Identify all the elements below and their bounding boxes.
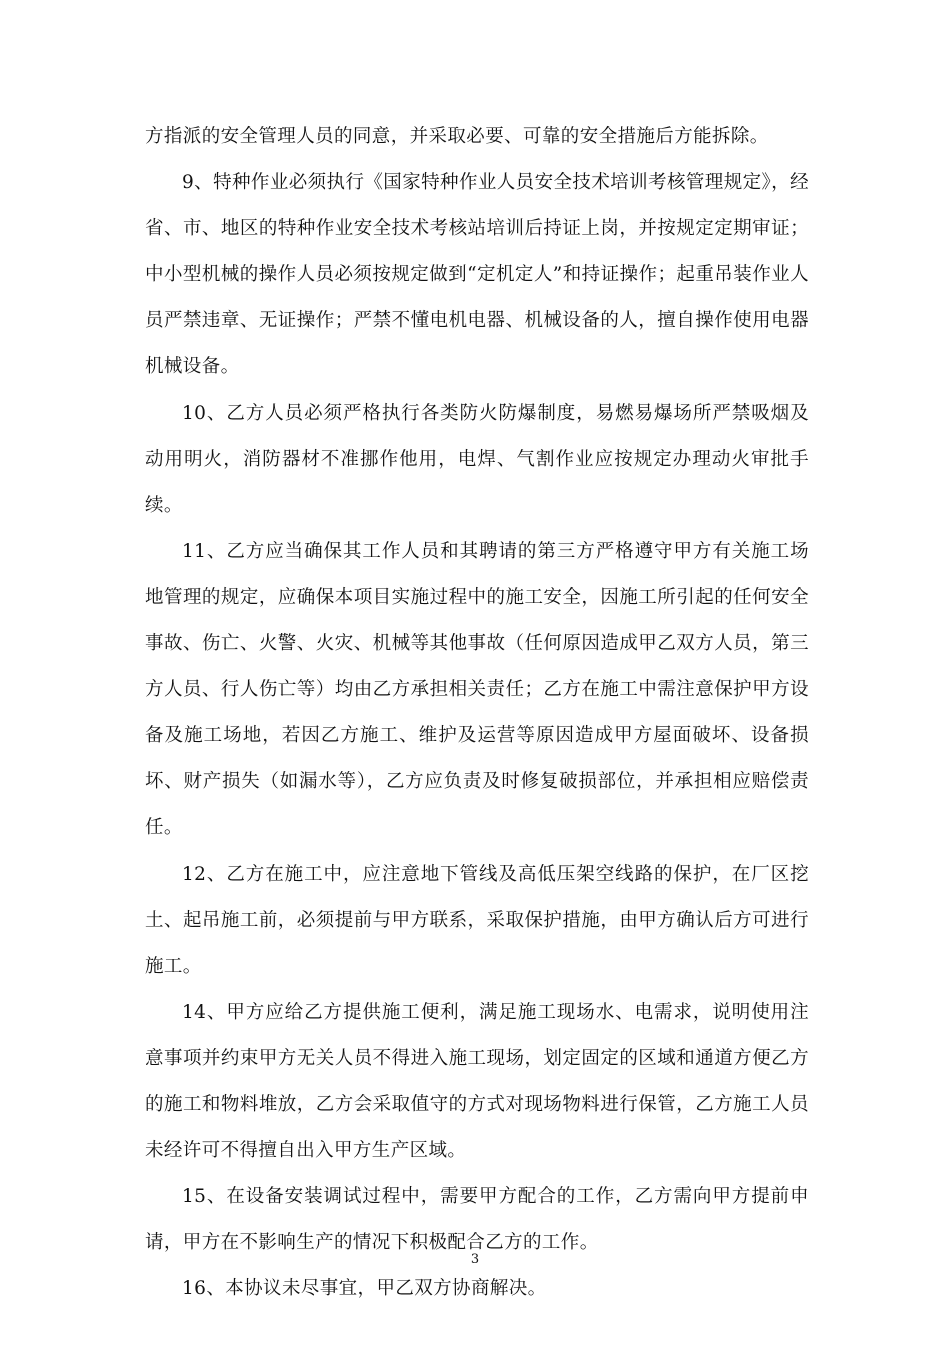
paragraph-clause-10: 10、乙方人员必须严格执行各类防火防爆制度，易燃易爆场所严禁吸烟及动用明火，消防器材不准挪作他用，电焊、气割作业应按规定办理动火审批手续。 — [145, 402, 809, 516]
paragraph-clause-12: 12、乙方在施工中，应注意地下管线及高低压架空线路的保护，在厂区挖土、起吊施工前，必须提前与甲方联系，采取保护措施，由甲方确认后方可进行施工。 — [145, 863, 809, 977]
paragraph-clause-16: 16、本协议未尽事宜，甲乙双方协商解决。 — [182, 1278, 547, 1300]
paragraph-clause-14: 14、甲方应给乙方提供施工便利，满足施工现场水、电需求，说明使用注意事项并约束甲方无关人员不得进入施工现场，划定固定的区域和通道方便乙方的施工和物料堆放，乙方会采取值守的方式对现场物料进行保管，乙方施工人员未经许可不得擅自出入甲方生产区域。 — [145, 1001, 809, 1162]
document-body — [145, 114, 809, 1312]
paragraph-clause-11: 11、乙方应当确保其工作人员和其聘请的第三方严格遵守甲方有关施工场地管理的规定，应确保本项目实施过程中的施工安全，因施工所引起的任何安全事故、伤亡、火警、火灾、机械等其他事故（任何原因造成甲乙双方人员，第三方人员、行人伤亡等）均由乙方承担相关责任；乙方在施工中需注意保护甲方设备及施工场地，若因乙方施工、维护及运营等原因造成甲方屋面破坏、设备损坏、财产损失（如漏水等），乙方应负责及时修复破损部位，并承担相应赔偿责任。 — [145, 540, 809, 839]
paragraph-clause-15: 15、在设备安装调试过程中，需要甲方配合的工作，乙方需向甲方提前申请，甲方在不影响生产的情况下积极配合乙方的工作。 — [145, 1186, 809, 1254]
page-number: 3 — [470, 1252, 480, 1267]
paragraph-clause-9: 9、特种作业必须执行《国家特种作业人员安全技术培训考核管理规定》，经省、市、地区的特种作业安全技术考核站培训后持证上岗，并按规定定期审证；中小型机械的操作人员必须按规定做到“定机定人”和持证操作；起重吊装作业人员严禁违章、无证操作；严禁不懂电机电器、机械设备的人，擅自操作使用电器机械设备。 — [145, 172, 809, 378]
paragraph-continuation: 方指派的安全管理人员的同意，并采取必要、可靠的安全措施后方能拆除。 — [145, 126, 769, 147]
